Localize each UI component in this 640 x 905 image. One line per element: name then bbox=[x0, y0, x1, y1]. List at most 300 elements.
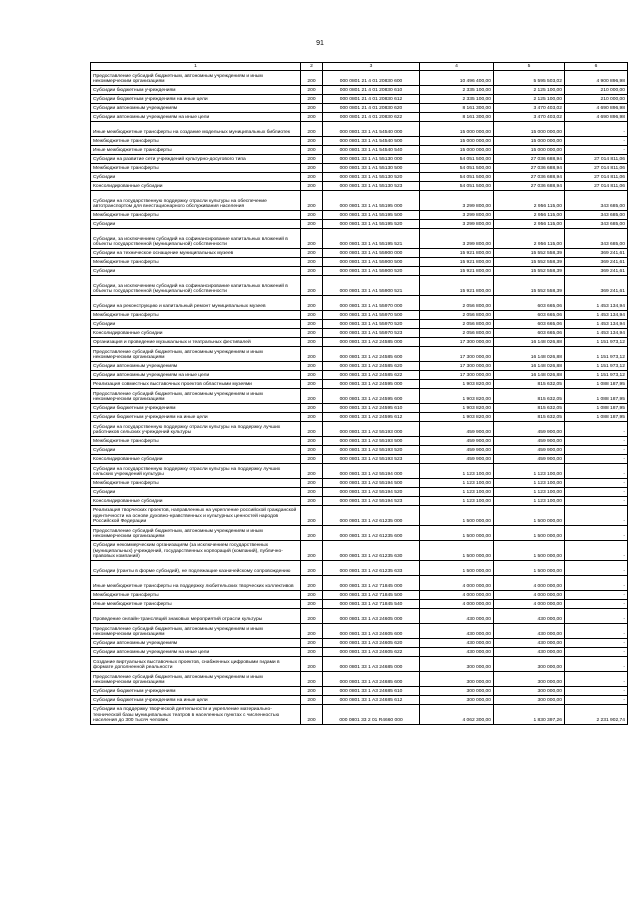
row-amount-col6-cell: - bbox=[565, 672, 628, 687]
table-row bbox=[91, 526, 628, 541]
table-row bbox=[91, 464, 628, 479]
row-amount-col6-cell: 4 690 896,98 bbox=[565, 104, 628, 113]
row-amount-col5-cell: 5 595 503,02 bbox=[494, 71, 565, 86]
row-name-cell: Субсидии на поддержку творческой деятельности и укрепление материально-технической базы муниципальных театров в населенных пунктах с численностью населения до 300 тысяч человек bbox=[91, 705, 301, 725]
row-code-cell: 200 bbox=[301, 541, 323, 561]
row-amount-col5-cell: 16 148 026,88 bbox=[494, 362, 565, 371]
table-row bbox=[91, 455, 628, 464]
row-amount-col6-cell: - bbox=[565, 561, 628, 576]
row-amount-col4-cell: 15 921 800,00 bbox=[420, 258, 494, 267]
table-row bbox=[91, 173, 628, 182]
row-kcsr-cell: 000 0801 33 1 A2 55193 523 bbox=[323, 455, 420, 464]
row-amount-col6-cell: 1 088 187,95 bbox=[565, 389, 628, 404]
row-amount-col6-cell: 27 014 811,06 bbox=[565, 164, 628, 173]
row-name-cell: Субсидии некоммерческим организациям (за исключением государственных (муниципальных) учреждений, государственных корпораций (компаний), публично-правовых компаний) bbox=[91, 541, 301, 561]
row-amount-col5-cell: 2 125 100,00 bbox=[494, 86, 565, 95]
table-row bbox=[91, 541, 628, 561]
row-amount-col6-cell: - bbox=[565, 526, 628, 541]
row-amount-col6-cell: 369 241,61 bbox=[565, 249, 628, 258]
row-amount-col5-cell: 815 632,05 bbox=[494, 380, 565, 389]
row-code-cell: 200 bbox=[301, 479, 323, 488]
row-name-cell: Межбюджетные трансферты bbox=[91, 437, 301, 446]
table-row bbox=[91, 267, 628, 276]
row-amount-col6-cell: - bbox=[565, 609, 628, 624]
row-amount-col6-cell: - bbox=[565, 122, 628, 137]
table-row bbox=[91, 220, 628, 229]
row-code-cell: 200 bbox=[301, 371, 323, 380]
row-kcsr-cell: 000 0801 33 1 A2 61235 630 bbox=[323, 541, 420, 561]
table-row bbox=[91, 258, 628, 267]
row-name-cell: Межбюджетные трансферты bbox=[91, 137, 301, 146]
row-amount-col6-cell: 1 453 134,94 bbox=[565, 296, 628, 311]
row-amount-col4-cell: 15 921 800,00 bbox=[420, 249, 494, 258]
row-amount-col5-cell: 300 000,00 bbox=[494, 696, 565, 705]
row-amount-col4-cell: 430 000,00 bbox=[420, 639, 494, 648]
row-amount-col5-cell: 4 000 000,00 bbox=[494, 576, 565, 591]
row-code-cell: 200 bbox=[301, 696, 323, 705]
row-amount-col6-cell: 1 088 187,95 bbox=[565, 413, 628, 422]
row-code-cell: 200 bbox=[301, 624, 323, 639]
row-amount-col4-cell: 4 000 000,00 bbox=[420, 600, 494, 609]
row-code-cell: 200 bbox=[301, 146, 323, 155]
row-kcsr-cell: 000 0801 33 1 A2 24595 600 bbox=[323, 389, 420, 404]
row-name-cell: Предоставление субсидий бюджетным, автономным учреждениям и иным некоммерческим организациям bbox=[91, 672, 301, 687]
row-amount-col4-cell: 3 299 800,00 bbox=[420, 191, 494, 211]
row-amount-col5-cell: 603 665,06 bbox=[494, 296, 565, 311]
row-amount-col5-cell: 430 000,00 bbox=[494, 624, 565, 639]
table-row bbox=[91, 506, 628, 526]
table-row bbox=[91, 561, 628, 576]
row-code-cell: 200 bbox=[301, 211, 323, 220]
row-amount-col4-cell: 54 051 500,00 bbox=[420, 182, 494, 191]
row-kcsr-cell: 000 0801 33 1 A1 55970 523 bbox=[323, 329, 420, 338]
row-code-cell: 200 bbox=[301, 362, 323, 371]
row-amount-col6-cell: 369 241,61 bbox=[565, 276, 628, 296]
table-row bbox=[91, 657, 628, 672]
row-kcsr-cell: 000 0801 21 4 01 20830 612 bbox=[323, 95, 420, 104]
row-amount-col5-cell: 15 000 000,00 bbox=[494, 122, 565, 137]
row-kcsr-cell: 000 0801 33 1 A3 24605 622 bbox=[323, 648, 420, 657]
row-name-cell: Субсидии бюджетным учреждениям bbox=[91, 687, 301, 696]
row-name-cell: Субсидии автономным учреждениям bbox=[91, 362, 301, 371]
row-name-cell: Субсидии автономным учреждениям на иные цели bbox=[91, 648, 301, 657]
row-code-cell: 200 bbox=[301, 687, 323, 696]
row-name-cell: Субсидии на развитие сети учреждений культурно-досугового типа bbox=[91, 155, 301, 164]
row-code-cell: 200 bbox=[301, 389, 323, 404]
row-amount-col6-cell: - bbox=[565, 657, 628, 672]
row-kcsr-cell: 000 0801 33 1 A2 71845 540 bbox=[323, 600, 420, 609]
row-name-cell: Предоставление субсидий бюджетным, автономным учреждениям и иным некоммерческим организациям bbox=[91, 71, 301, 86]
row-kcsr-cell: 000 0801 33 1 A1 54540 500 bbox=[323, 137, 420, 146]
table-row bbox=[91, 347, 628, 362]
row-amount-col6-cell: - bbox=[565, 422, 628, 437]
row-name-cell: Межбюджетные трансферты bbox=[91, 211, 301, 220]
row-kcsr-cell: 000 0801 33 1 A1 55970 520 bbox=[323, 320, 420, 329]
row-amount-col5-cell: 815 632,05 bbox=[494, 389, 565, 404]
row-name-cell: Субсидии bbox=[91, 320, 301, 329]
row-amount-col4-cell: 3 299 800,00 bbox=[420, 229, 494, 249]
table-row bbox=[91, 672, 628, 687]
row-amount-col5-cell: 3 470 403,02 bbox=[494, 113, 565, 122]
row-name-cell: Организация и проведение музыкальных и театральных фестивалей bbox=[91, 338, 301, 347]
header-cell: 6 bbox=[565, 63, 628, 71]
row-name-cell: Субсидии на государственную поддержку отрасли культуры на поддержку лучших работников сельских учреждений культуры bbox=[91, 422, 301, 437]
row-code-cell: 200 bbox=[301, 437, 323, 446]
row-name-cell: Иные межбюджетные трансферты bbox=[91, 146, 301, 155]
row-amount-col4-cell: 300 000,00 bbox=[420, 696, 494, 705]
row-kcsr-cell: 000 0801 33 1 A2 61235 633 bbox=[323, 561, 420, 576]
row-amount-col6-cell: 4 900 896,98 bbox=[565, 71, 628, 86]
row-name-cell: Межбюджетные трансферты bbox=[91, 311, 301, 320]
row-kcsr-cell: 000 0801 33 1 A2 61235 600 bbox=[323, 526, 420, 541]
row-amount-col4-cell: 1 123 100,00 bbox=[420, 479, 494, 488]
row-amount-col5-cell: 15 552 558,39 bbox=[494, 249, 565, 258]
row-amount-col4-cell: 2 335 100,00 bbox=[420, 86, 494, 95]
row-amount-col5-cell: 2 956 115,00 bbox=[494, 229, 565, 249]
table-row bbox=[91, 705, 628, 725]
row-amount-col4-cell: 300 000,00 bbox=[420, 657, 494, 672]
row-amount-col5-cell: 430 000,00 bbox=[494, 648, 565, 657]
row-kcsr-cell: 000 0801 21 4 01 20830 620 bbox=[323, 104, 420, 113]
header-cell: 4 bbox=[420, 63, 494, 71]
row-amount-col4-cell: 4 000 000,00 bbox=[420, 591, 494, 600]
row-kcsr-cell: 000 0801 33 1 A1 55195 000 bbox=[323, 191, 420, 211]
row-amount-col5-cell: 300 000,00 bbox=[494, 687, 565, 696]
row-code-cell: 200 bbox=[301, 164, 323, 173]
row-code-cell: 200 bbox=[301, 113, 323, 122]
table-row bbox=[91, 113, 628, 122]
row-amount-col4-cell: 459 900,00 bbox=[420, 437, 494, 446]
row-amount-col4-cell: 2 056 800,00 bbox=[420, 311, 494, 320]
row-amount-col6-cell: - bbox=[565, 639, 628, 648]
table-row bbox=[91, 95, 628, 104]
row-amount-col5-cell: 1 123 100,00 bbox=[494, 479, 565, 488]
row-kcsr-cell: 000 0801 33 1 A2 55194 000 bbox=[323, 464, 420, 479]
row-amount-col5-cell: 16 148 026,88 bbox=[494, 371, 565, 380]
row-amount-col4-cell: 459 900,00 bbox=[420, 422, 494, 437]
row-amount-col5-cell: 1 500 000,00 bbox=[494, 506, 565, 526]
table-row bbox=[91, 229, 628, 249]
row-code-cell: 200 bbox=[301, 413, 323, 422]
row-amount-col4-cell: 15 000 000,00 bbox=[420, 122, 494, 137]
row-code-cell: 200 bbox=[301, 506, 323, 526]
row-name-cell: Консолидированные субсидии bbox=[91, 497, 301, 506]
row-amount-col4-cell: 1 123 100,00 bbox=[420, 464, 494, 479]
row-amount-col6-cell: 1 453 134,94 bbox=[565, 320, 628, 329]
row-kcsr-cell: 000 0801 33 1 A2 24585 000 bbox=[323, 338, 420, 347]
row-amount-col5-cell: 16 148 026,88 bbox=[494, 338, 565, 347]
row-amount-col4-cell: 1 500 000,00 bbox=[420, 506, 494, 526]
row-amount-col5-cell: 27 036 688,94 bbox=[494, 164, 565, 173]
row-name-cell: Субсидии bbox=[91, 220, 301, 229]
row-kcsr-cell: 000 0801 21 4 01 20830 600 bbox=[323, 71, 420, 86]
row-name-cell: Субсидии бюджетным учреждениям bbox=[91, 404, 301, 413]
table-row bbox=[91, 600, 628, 609]
row-amount-col6-cell: - bbox=[565, 541, 628, 561]
row-name-cell: Субсидии bbox=[91, 446, 301, 455]
row-amount-col5-cell: 2 956 115,00 bbox=[494, 191, 565, 211]
row-code-cell: 200 bbox=[301, 464, 323, 479]
table-row bbox=[91, 624, 628, 639]
row-code-cell: 200 bbox=[301, 296, 323, 311]
row-amount-col6-cell: 4 690 896,98 bbox=[565, 113, 628, 122]
row-amount-col4-cell: 1 903 820,00 bbox=[420, 404, 494, 413]
row-amount-col6-cell: 1 088 187,95 bbox=[565, 380, 628, 389]
row-kcsr-cell: 000 0801 33 1 A2 55193 520 bbox=[323, 446, 420, 455]
row-amount-col4-cell: 1 500 000,00 bbox=[420, 541, 494, 561]
row-kcsr-cell: 000 0801 21 4 01 20830 622 bbox=[323, 113, 420, 122]
row-name-cell: Субсидии автономным учреждениям на иные цели bbox=[91, 113, 301, 122]
table-row bbox=[91, 437, 628, 446]
row-amount-col4-cell: 17 300 000,00 bbox=[420, 347, 494, 362]
row-code-cell: 200 bbox=[301, 276, 323, 296]
row-name-cell: Субсидии, за исключением субсидий на софинансирование капитальных вложений в объекты государственной (муниципальной) собственности bbox=[91, 276, 301, 296]
row-amount-col4-cell: 54 051 500,00 bbox=[420, 173, 494, 182]
row-amount-col4-cell: 3 299 800,00 bbox=[420, 211, 494, 220]
row-amount-col4-cell: 15 000 000,00 bbox=[420, 146, 494, 155]
table-row bbox=[91, 687, 628, 696]
row-amount-col6-cell: 1 453 134,94 bbox=[565, 311, 628, 320]
table-row bbox=[91, 696, 628, 705]
row-code-cell: 200 bbox=[301, 576, 323, 591]
table-row bbox=[91, 86, 628, 95]
row-amount-col4-cell: 4 062 300,00 bbox=[420, 705, 494, 725]
row-kcsr-cell: 000 0801 33 1 A1 55970 000 bbox=[323, 296, 420, 311]
row-kcsr-cell: 000 0801 33 1 A1 55195 520 bbox=[323, 220, 420, 229]
row-name-cell: Создание виртуальных выставочных проектов, снабженных цифровыми гидами в формате дополненной реальности bbox=[91, 657, 301, 672]
table-body bbox=[91, 63, 628, 725]
row-amount-col4-cell: 10 496 400,00 bbox=[420, 71, 494, 86]
row-name-cell: Иные межбюджетные трансферты на создание модельных муниципальных библиотек bbox=[91, 122, 301, 137]
row-name-cell: Межбюджетные трансферты bbox=[91, 479, 301, 488]
row-code-cell: 200 bbox=[301, 404, 323, 413]
row-amount-col6-cell: 27 014 811,06 bbox=[565, 173, 628, 182]
table-row bbox=[91, 648, 628, 657]
table-row bbox=[91, 296, 628, 311]
row-kcsr-cell: 000 0801 33 1 A2 71845 000 bbox=[323, 576, 420, 591]
row-amount-col6-cell: - bbox=[565, 446, 628, 455]
row-code-cell: 200 bbox=[301, 455, 323, 464]
row-code-cell: 200 bbox=[301, 71, 323, 86]
row-amount-col6-cell: - bbox=[565, 576, 628, 591]
row-code-cell: 200 bbox=[301, 182, 323, 191]
row-amount-col4-cell: 300 000,00 bbox=[420, 687, 494, 696]
row-code-cell: 200 bbox=[301, 122, 323, 137]
table-row bbox=[91, 404, 628, 413]
table-row bbox=[91, 446, 628, 455]
row-amount-col6-cell: - bbox=[565, 437, 628, 446]
row-code-cell: 200 bbox=[301, 249, 323, 258]
row-amount-col6-cell: - bbox=[565, 455, 628, 464]
row-amount-col4-cell: 430 000,00 bbox=[420, 648, 494, 657]
table-row bbox=[91, 488, 628, 497]
row-code-cell: 200 bbox=[301, 422, 323, 437]
row-name-cell: Реализация творческих проектов, направленных на укрепление российской гражданской идентичности на основе духовно-нравственных и культурных ценностей народов Российской Федерации bbox=[91, 506, 301, 526]
row-code-cell: 200 bbox=[301, 648, 323, 657]
row-kcsr-cell: 000 0801 33 1 A3 24605 620 bbox=[323, 639, 420, 648]
row-code-cell: 200 bbox=[301, 600, 323, 609]
row-amount-col4-cell: 2 335 100,00 bbox=[420, 95, 494, 104]
row-code-cell: 200 bbox=[301, 229, 323, 249]
row-amount-col4-cell: 459 900,00 bbox=[420, 455, 494, 464]
row-amount-col5-cell: 1 123 100,00 bbox=[494, 488, 565, 497]
row-code-cell: 200 bbox=[301, 488, 323, 497]
row-amount-col4-cell: 2 056 800,00 bbox=[420, 320, 494, 329]
row-kcsr-cell: 000 0801 33 1 A2 61235 000 bbox=[323, 506, 420, 526]
row-code-cell: 200 bbox=[301, 104, 323, 113]
row-amount-col5-cell: 1 123 100,00 bbox=[494, 497, 565, 506]
row-amount-col4-cell: 15 921 800,00 bbox=[420, 267, 494, 276]
table-row bbox=[91, 380, 628, 389]
row-code-cell: 200 bbox=[301, 591, 323, 600]
row-amount-col4-cell: 17 300 000,00 bbox=[420, 338, 494, 347]
row-kcsr-cell: 000 0801 33 1 A1 54540 540 bbox=[323, 146, 420, 155]
table-row bbox=[91, 371, 628, 380]
row-amount-col5-cell: 1 830 397,26 bbox=[494, 705, 565, 725]
row-kcsr-cell: 000 0801 33 1 A3 24685 000 bbox=[323, 657, 420, 672]
row-name-cell: Субсидии (гранты в форме субсидий), не подлежащие казначейскому сопровождению bbox=[91, 561, 301, 576]
row-amount-col5-cell: 15 000 000,00 bbox=[494, 146, 565, 155]
row-amount-col5-cell: 430 000,00 bbox=[494, 609, 565, 624]
row-kcsr-cell: 000 0801 33 1 A1 55130 520 bbox=[323, 173, 420, 182]
row-amount-col6-cell: 1 151 973,12 bbox=[565, 362, 628, 371]
row-amount-col6-cell: - bbox=[565, 687, 628, 696]
table-row bbox=[91, 276, 628, 296]
row-code-cell: 200 bbox=[301, 311, 323, 320]
row-name-cell: Субсидии, за исключением субсидий на софинансирование капитальных вложений в объекты государственной (муниципальной) собственности bbox=[91, 229, 301, 249]
row-amount-col6-cell: 343 685,00 bbox=[565, 229, 628, 249]
row-amount-col4-cell: 15 000 000,00 bbox=[420, 137, 494, 146]
row-kcsr-cell: 000 0801 33 1 A1 55195 500 bbox=[323, 211, 420, 220]
table-row bbox=[91, 146, 628, 155]
row-amount-col4-cell: 300 000,00 bbox=[420, 672, 494, 687]
row-amount-col5-cell: 4 000 000,00 bbox=[494, 600, 565, 609]
row-code-cell: 200 bbox=[301, 137, 323, 146]
row-amount-col6-cell: - bbox=[565, 591, 628, 600]
table-row bbox=[91, 422, 628, 437]
row-name-cell: Предоставление субсидий бюджетным, автономным учреждениям и иным некоммерческим организациям bbox=[91, 389, 301, 404]
row-kcsr-cell: 000 0801 33 1 A1 55900 500 bbox=[323, 258, 420, 267]
row-kcsr-cell: 000 0801 33 1 A2 71845 500 bbox=[323, 591, 420, 600]
row-code-cell: 200 bbox=[301, 329, 323, 338]
row-name-cell: Субсидии bbox=[91, 173, 301, 182]
row-amount-col5-cell: 4 000 000,00 bbox=[494, 591, 565, 600]
row-name-cell: Субсидии бюджетным учреждениям bbox=[91, 86, 301, 95]
row-kcsr-cell: 000 0801 33 1 A3 24685 610 bbox=[323, 687, 420, 696]
row-amount-col5-cell: 300 000,00 bbox=[494, 672, 565, 687]
row-amount-col5-cell: 2 956 115,00 bbox=[494, 211, 565, 220]
row-amount-col4-cell: 17 300 000,00 bbox=[420, 371, 494, 380]
row-kcsr-cell: 000 0801 33 1 A1 55900 520 bbox=[323, 267, 420, 276]
row-name-cell: Предоставление субсидий бюджетным, автономным учреждениям и иным некоммерческим организациям bbox=[91, 347, 301, 362]
row-amount-col5-cell: 27 036 688,94 bbox=[494, 182, 565, 191]
row-amount-col4-cell: 17 300 000,00 bbox=[420, 362, 494, 371]
row-amount-col5-cell: 603 665,06 bbox=[494, 329, 565, 338]
row-amount-col5-cell: 1 500 000,00 bbox=[494, 561, 565, 576]
row-kcsr-cell: 000 0801 33 1 A2 24585 622 bbox=[323, 371, 420, 380]
row-name-cell: Субсидии бюджетным учреждениям на иные цели bbox=[91, 413, 301, 422]
row-amount-col4-cell: 15 921 800,00 bbox=[420, 276, 494, 296]
row-code-cell: 200 bbox=[301, 191, 323, 211]
table-row bbox=[91, 122, 628, 137]
row-code-cell: 200 bbox=[301, 267, 323, 276]
row-kcsr-cell: 000 0801 33 1 A2 55194 500 bbox=[323, 479, 420, 488]
row-amount-col5-cell: 603 665,06 bbox=[494, 311, 565, 320]
row-kcsr-cell: 000 0801 33 1 A3 24685 612 bbox=[323, 696, 420, 705]
row-name-cell: Предоставление субсидий бюджетным, автономным учреждениям и иным некоммерческим организациям bbox=[91, 624, 301, 639]
row-kcsr-cell: 000 0801 33 1 A2 24585 600 bbox=[323, 347, 420, 362]
row-amount-col4-cell: 459 900,00 bbox=[420, 446, 494, 455]
row-kcsr-cell: 000 0801 33 1 A1 55195 521 bbox=[323, 229, 420, 249]
header-cell: 1 bbox=[91, 63, 301, 71]
row-kcsr-cell: 000 0801 33 1 A2 24595 610 bbox=[323, 404, 420, 413]
row-amount-col6-cell: 343 685,00 bbox=[565, 220, 628, 229]
row-kcsr-cell: 000 0801 33 1 A2 24595 000 bbox=[323, 380, 420, 389]
row-amount-col5-cell: 15 552 558,39 bbox=[494, 258, 565, 267]
row-amount-col5-cell: 3 470 403,02 bbox=[494, 104, 565, 113]
row-name-cell: Консолидированные субсидии bbox=[91, 455, 301, 464]
table-row bbox=[91, 639, 628, 648]
row-amount-col5-cell: 1 500 000,00 bbox=[494, 541, 565, 561]
row-name-cell: Иные межбюджетные трансферты на поддержку любительских творческих коллективов bbox=[91, 576, 301, 591]
row-amount-col6-cell: 369 241,61 bbox=[565, 258, 628, 267]
row-kcsr-cell: 000 0801 33 1 A2 55193 500 bbox=[323, 437, 420, 446]
row-name-cell: Межбюджетные трансферты bbox=[91, 591, 301, 600]
row-amount-col5-cell: 459 900,00 bbox=[494, 437, 565, 446]
row-code-cell: 200 bbox=[301, 705, 323, 725]
row-kcsr-cell: 000 0801 33 1 A1 55900 521 bbox=[323, 276, 420, 296]
row-amount-col6-cell: - bbox=[565, 479, 628, 488]
row-code-cell: 200 bbox=[301, 561, 323, 576]
row-amount-col6-cell: 2 231 902,74 bbox=[565, 705, 628, 725]
row-amount-col4-cell: 8 161 300,00 bbox=[420, 104, 494, 113]
row-amount-col6-cell: - bbox=[565, 696, 628, 705]
row-amount-col5-cell: 459 900,00 bbox=[494, 455, 565, 464]
row-kcsr-cell: 000 0801 33 1 A2 55194 520 bbox=[323, 488, 420, 497]
row-kcsr-cell: 000 0801 33 1 A2 55194 523 bbox=[323, 497, 420, 506]
row-name-cell: Субсидии на реконструкцию и капитальный ремонт муниципальных музеев bbox=[91, 296, 301, 311]
table-row bbox=[91, 591, 628, 600]
row-kcsr-cell: 000 0801 33 1 A1 55970 500 bbox=[323, 311, 420, 320]
table-row bbox=[91, 71, 628, 86]
row-amount-col6-cell: - bbox=[565, 624, 628, 639]
row-amount-col5-cell: 27 036 688,94 bbox=[494, 155, 565, 164]
row-code-cell: 200 bbox=[301, 672, 323, 687]
table-row bbox=[91, 389, 628, 404]
row-name-cell: Субсидии bbox=[91, 488, 301, 497]
row-amount-col5-cell: 27 036 688,94 bbox=[494, 173, 565, 182]
table-row bbox=[91, 249, 628, 258]
page-number: 91 bbox=[316, 40, 324, 47]
row-amount-col6-cell: 210 000,00 bbox=[565, 95, 628, 104]
row-code-cell: 200 bbox=[301, 220, 323, 229]
row-amount-col5-cell: 1 500 000,00 bbox=[494, 526, 565, 541]
row-amount-col4-cell: 3 299 800,00 bbox=[420, 220, 494, 229]
row-code-cell: 200 bbox=[301, 173, 323, 182]
row-amount-col5-cell: 603 665,06 bbox=[494, 320, 565, 329]
row-name-cell: Консолидированные субсидии bbox=[91, 329, 301, 338]
row-code-cell: 200 bbox=[301, 609, 323, 624]
row-name-cell: Субсидии автономным учреждениям на иные цели bbox=[91, 371, 301, 380]
row-name-cell: Субсидии на государственную поддержку отрасли культуры на поддержку лучших сельских учреждений культуры bbox=[91, 464, 301, 479]
table-header-row bbox=[91, 63, 628, 71]
row-kcsr-cell: 000 0801 33 1 A3 24605 600 bbox=[323, 624, 420, 639]
row-amount-col6-cell: - bbox=[565, 488, 628, 497]
table-row bbox=[91, 155, 628, 164]
row-name-cell: Субсидии на государственную поддержку отрасли культуры на обеспечение автотранспортом для внестационарного обслуживания населения bbox=[91, 191, 301, 211]
row-name-cell: Субсидии автономным учреждениям bbox=[91, 639, 301, 648]
row-amount-col6-cell: 27 014 811,06 bbox=[565, 182, 628, 191]
